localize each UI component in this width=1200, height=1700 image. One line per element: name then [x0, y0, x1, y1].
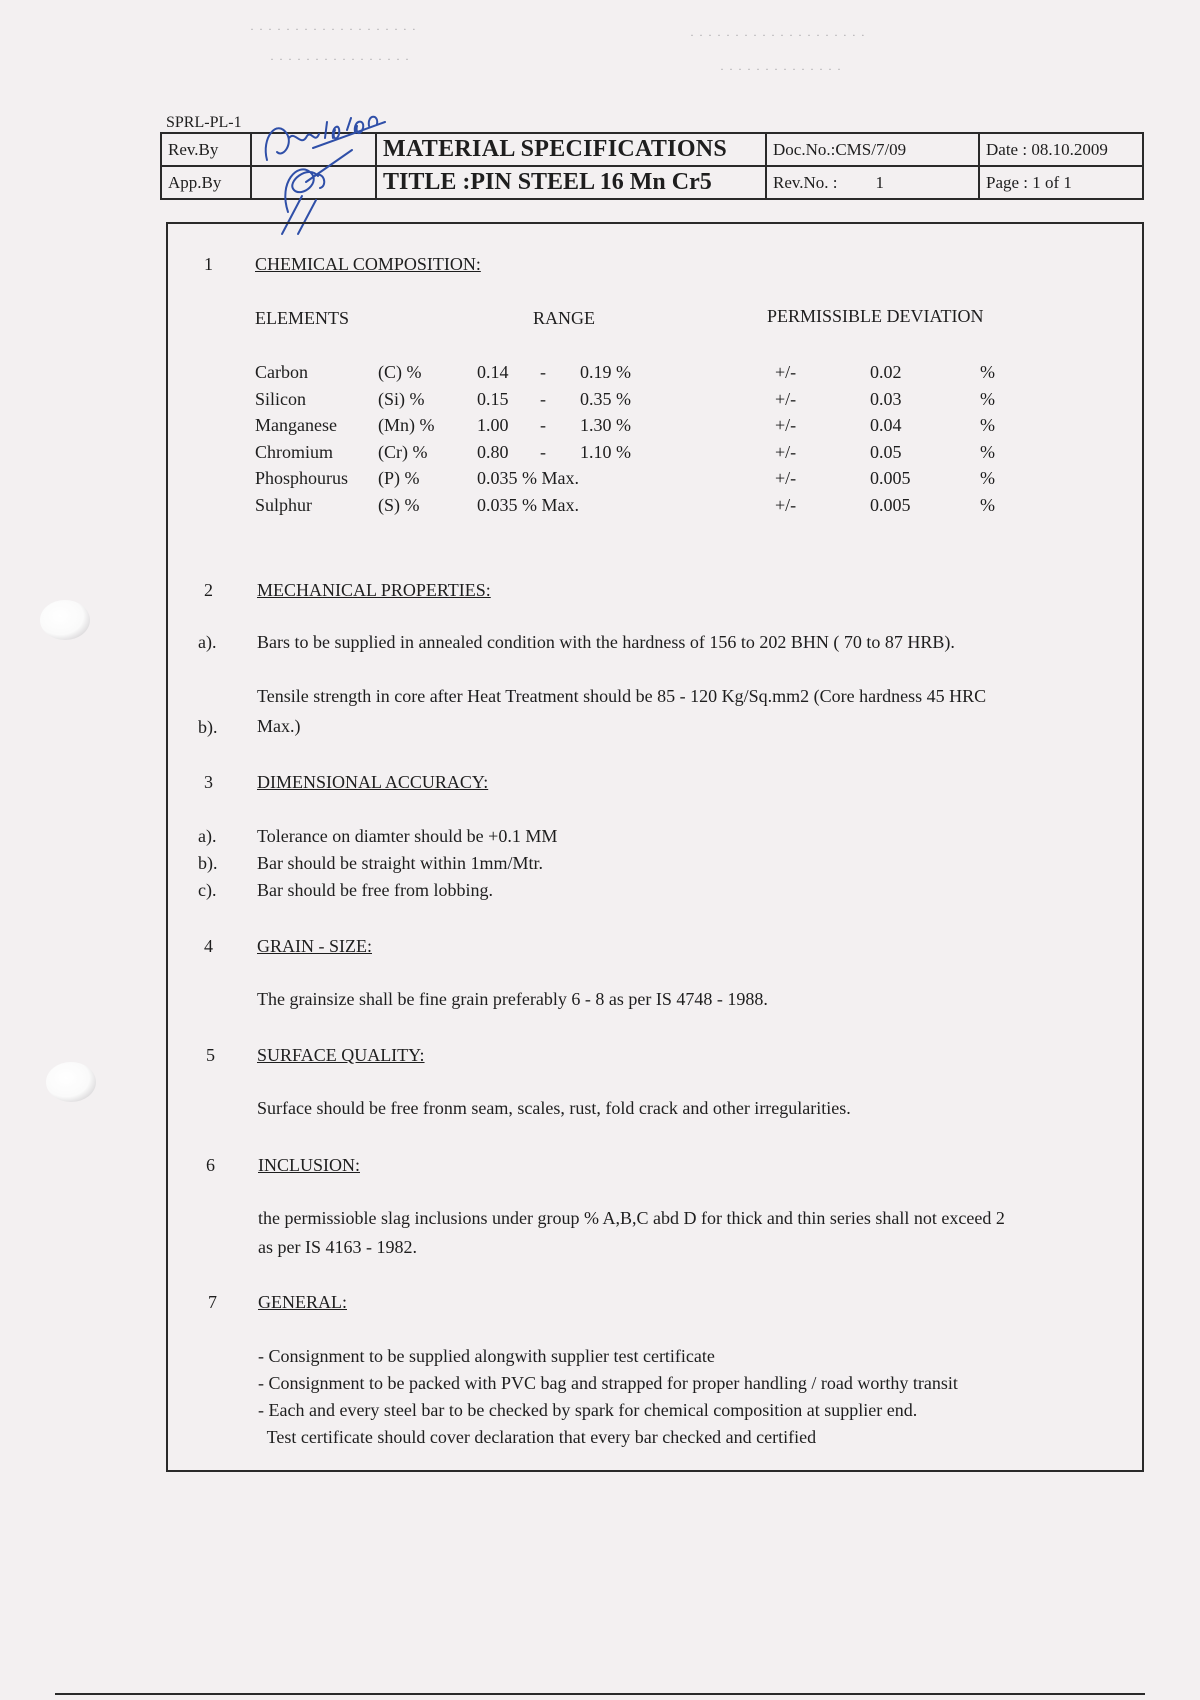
chem-deviation: 0.04	[870, 415, 902, 436]
page-bottom-rule	[55, 1693, 1145, 1695]
chem-deviation: 0.005	[870, 468, 911, 489]
chem-range-min: 0.035 % Max.	[477, 495, 579, 515]
surface-quality-text: Surface should be free fronm seam, scales, rust, fold crack and other irregularities.	[257, 1098, 851, 1118]
chem-deviation-unit: %	[980, 415, 995, 436]
section-7-heading: GENERAL:	[258, 1292, 347, 1312]
chem-symbol: (S) %	[378, 495, 420, 515]
chem-deviation-unit: %	[980, 388, 995, 409]
bleed-through-marks: · · · · · · · · · · · · · · · ·	[270, 52, 410, 66]
mech-item-b-text-line-2: Max.)	[257, 716, 301, 736]
chem-range-max: 0.35 %	[580, 388, 631, 409]
chem-plus-minus: +/-	[775, 468, 797, 489]
section-1-heading: CHEMICAL COMPOSITION:	[255, 254, 481, 274]
chem-symbol: (C) %	[378, 362, 422, 382]
general-line: - Consignment to be supplied alongwith supplier test certificate	[258, 1346, 715, 1366]
bleed-through-marks: · · · · · · · · · · · · · ·	[720, 62, 842, 76]
chem-plus-minus: +/-	[775, 362, 797, 382]
chem-range-dash: -	[540, 441, 546, 462]
rev-by-label: Rev.By	[161, 133, 251, 166]
chem-element: Carbon	[255, 362, 308, 382]
chem-range-dash: -	[540, 415, 546, 436]
dim-item-text: Bar should be straight within 1mm/Mtr.	[257, 853, 543, 873]
chem-deviation-unit: %	[980, 468, 995, 489]
chem-plus-minus: +/-	[775, 495, 797, 515]
rev-number: Rev.No. : 1	[766, 166, 979, 199]
range-column-header: RANGE	[533, 308, 595, 328]
chem-range-min: 0.80	[477, 441, 509, 462]
inclusion-text-line-2: as per IS 4163 - 1982.	[258, 1237, 417, 1257]
section-5-number: 5	[206, 1045, 215, 1065]
chem-range-dash: -	[540, 388, 546, 409]
spec-content-box	[166, 222, 1144, 1472]
chem-range-min: 0.035 % Max.	[477, 468, 579, 489]
chem-deviation-unit: %	[980, 441, 995, 462]
chem-element: Chromium	[255, 441, 334, 462]
chem-symbol: (Cr) %	[378, 441, 428, 462]
section-3-number: 3	[204, 772, 213, 792]
section-6-number: 6	[206, 1155, 215, 1175]
page-number: Page : 1 of 1	[979, 166, 1143, 199]
section-4-number: 4	[204, 936, 213, 956]
chem-plus-minus: +/-	[775, 388, 797, 409]
chem-symbol: (P) %	[378, 468, 420, 489]
chem-deviation: 0.05	[870, 441, 902, 462]
section-7-number: 7	[208, 1292, 217, 1312]
chem-range-dash: -	[540, 362, 546, 382]
chem-deviation: 0.03	[870, 388, 902, 409]
chem-range-min: 1.00	[477, 415, 509, 436]
app-by-label: App.By	[161, 166, 251, 199]
chem-deviation: 0.005	[870, 495, 911, 515]
general-line: - Each and every steel bar to be checked by spark for chemical composition at supplier end.	[258, 1400, 918, 1420]
mech-item-b-label: b).	[198, 717, 218, 737]
chem-range-max: 1.10 %	[580, 441, 631, 462]
chem-range-max: 1.30 %	[580, 415, 631, 436]
chem-element: Silicon	[255, 388, 307, 409]
section-5-heading: SURFACE QUALITY:	[257, 1045, 425, 1065]
dim-item-label: c).	[198, 880, 217, 900]
section-6-heading: INCLUSION:	[258, 1155, 360, 1175]
section-2-heading: MECHANICAL PROPERTIES:	[257, 580, 491, 600]
chem-element: Phosphourus	[255, 468, 349, 489]
doc-date: Date : 08.10.2009	[979, 133, 1143, 166]
chem-range-max: 0.19 %	[580, 362, 631, 382]
chem-plus-minus: +/-	[775, 415, 797, 436]
dim-item-label: b).	[198, 853, 218, 873]
doc-number: Doc.No.:CMS/7/09	[766, 133, 979, 166]
chem-symbol: (Mn) %	[378, 415, 435, 436]
document-code: SPRL-PL-1	[166, 114, 242, 131]
elements-column-header: ELEMENTS	[255, 308, 349, 328]
punch-hole	[40, 600, 90, 640]
bleed-through-marks: · · · · · · · · · · · · · · · · · · ·	[250, 22, 417, 36]
inclusion-text-line-1: the permissioble slag inclusions under group % A,B,C abd D for thick and thin series shall not exceed 2	[258, 1208, 1005, 1228]
dim-item-text: Tolerance on diamter should be +0.1 MM	[257, 826, 558, 846]
chem-deviation-unit: %	[980, 362, 995, 382]
section-3-heading: DIMENSIONAL ACCURACY:	[257, 772, 489, 792]
chem-element: Sulphur	[255, 495, 313, 515]
mech-item-b-text-line-1: Tensile strength in core after Heat Treatment should be 85 - 120 Kg/Sq.mm2 (Core hardness 45 HRC	[257, 686, 987, 706]
chem-deviation-unit: %	[980, 495, 995, 515]
punch-hole	[46, 1062, 96, 1102]
section-1-number: 1	[204, 254, 213, 274]
material-title: TITLE :PIN STEEL 16 Mn Cr5	[376, 166, 766, 199]
deviation-column-header: PERMISSIBLE DEVIATION	[767, 306, 984, 326]
chem-symbol: (Si) %	[378, 388, 425, 409]
chem-range-min: 0.14	[477, 362, 509, 382]
mech-item-a-text: Bars to be supplied in annealed condition with the hardness of 156 to 202 BHN ( 70 to 87 HRB).	[257, 632, 955, 652]
section-2-number: 2	[204, 580, 213, 600]
general-line: Test certificate should cover declaration that every bar checked and certified	[258, 1427, 817, 1447]
general-line: - Consignment to be packed with PVC bag and strapped for proper handling / road worthy transit	[258, 1373, 958, 1393]
dim-item-label: a).	[198, 826, 217, 846]
section-4-heading: GRAIN - SIZE:	[257, 936, 372, 956]
chem-range-min: 0.15	[477, 388, 509, 409]
spec-title: MATERIAL SPECIFICATIONS	[376, 133, 766, 166]
chem-deviation: 0.02	[870, 362, 902, 382]
mech-item-a-label: a).	[198, 632, 217, 652]
bleed-through-marks: · · · · · · · · · · · · · · · · · · · ·	[690, 28, 866, 42]
chem-plus-minus: +/-	[775, 441, 797, 462]
grain-size-text: The grainsize shall be fine grain preferably 6 - 8 as per IS 4748 - 1988.	[257, 989, 768, 1009]
chem-element: Manganese	[255, 415, 337, 436]
dim-item-text: Bar should be free from lobbing.	[257, 880, 493, 900]
